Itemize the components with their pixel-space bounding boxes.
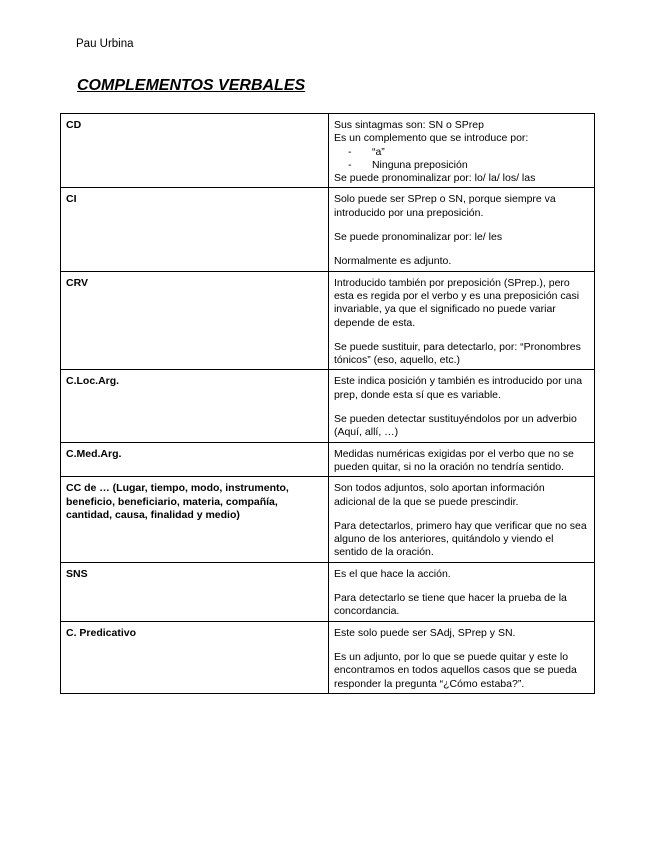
- table-row: [61, 477, 595, 562]
- description-paragraph: Se pueden detectar sustituyéndolos por un adverbio (Aquí, allí, …): [333, 413, 577, 439]
- page-title: COMPLEMENTOS VERBALES: [77, 77, 306, 94]
- description-cell: [328, 442, 594, 477]
- description-cell: [328, 477, 594, 562]
- table-row: [61, 271, 595, 370]
- description-paragraph: Normalmente es adjunto.: [333, 255, 452, 268]
- description-paragraph: Se puede sustituir, para detectarlo, por: “Pronombres tónicos” (eso, aquello, etc.): [333, 340, 581, 367]
- term-cell: C.Loc.Arg.: [61, 370, 329, 442]
- bullet-item: - “a”: [347, 145, 385, 158]
- term-cell: CI: [61, 188, 329, 271]
- description-cell: [328, 271, 594, 370]
- bullet-text: Ninguna preposición: [371, 158, 468, 171]
- description-paragraph: Para detectarlo se tiene que hacer la prueba de la concordancia.: [333, 592, 567, 618]
- description-paragraph: Este indica posición y también es introducido por una prep, donde esta sí que es variable.: [333, 375, 583, 401]
- bullet-item: - Ninguna preposición: [347, 158, 468, 171]
- description-paragraph: Solo puede ser SPrep o SN, porque siempre va introducido por una preposición.: [333, 193, 556, 219]
- table-row: [61, 370, 595, 442]
- term-cell: CD: [61, 114, 329, 188]
- description-paragraph: Introducido también por preposición (SPrep.), pero esta es regida por el verbo y es una preposición casi invariable, ya que el significado no puede variar depende de esta.: [333, 276, 580, 329]
- author-name: Pau Urbina: [76, 38, 134, 50]
- term-cell: C.Med.Arg.: [61, 442, 329, 477]
- table-row: [61, 114, 595, 188]
- description-cell: [328, 370, 594, 442]
- table-row: [61, 442, 595, 477]
- term-cell: CC de … (Lugar, tiempo, modo, instrumento, beneficio, beneficiario, materia, compañía, cantidad, causa, finalidad y medio): [61, 477, 329, 562]
- description-paragraph: Es el que hace la acción.: [333, 567, 451, 580]
- description-cell: [328, 188, 594, 271]
- description-paragraph: Medidas numéricas exigidas por el verbo que no se pueden quitar, si no la oración no tendría sentido.: [333, 447, 574, 473]
- description-paragraph: Este solo puede ser SAdj, SPrep y SN.: [333, 626, 516, 639]
- description-cell: [328, 114, 594, 188]
- complements-table: [60, 113, 595, 694]
- table-row: [61, 188, 595, 271]
- table-row: [61, 562, 595, 621]
- description-paragraph: Para detectarlos, primero hay que verificar que no sea alguno de los anteriores, quitándolo y viendo el sentido de la oración.: [333, 519, 587, 559]
- description-cell: [328, 621, 594, 693]
- description-line: Se puede pronominalizar por: lo/ la/ los/ las: [333, 172, 536, 185]
- description-line: Es un complemento que se introduce por:: [333, 132, 529, 145]
- bullet-text: “a”: [371, 145, 385, 158]
- description-line: Sus sintagmas son: SN o SPrep: [333, 119, 484, 131]
- term-cell: C. Predicativo: [61, 621, 329, 693]
- description-paragraph: Es un adjunto, por lo que se puede quitar y este lo encontramos en todos aquellos casos que se pueda responder la pregunta “¿Cómo estaba?”.: [333, 650, 577, 690]
- description-paragraph: Se puede pronominalizar por: le/ les: [333, 231, 503, 244]
- description-paragraph: Son todos adjuntos, solo aportan información adicional de la que se puede prescindir.: [333, 482, 545, 508]
- description-cell: [328, 562, 594, 621]
- term-cell: SNS: [61, 562, 329, 621]
- table-row: [61, 621, 595, 693]
- term-cell: CRV: [61, 271, 329, 370]
